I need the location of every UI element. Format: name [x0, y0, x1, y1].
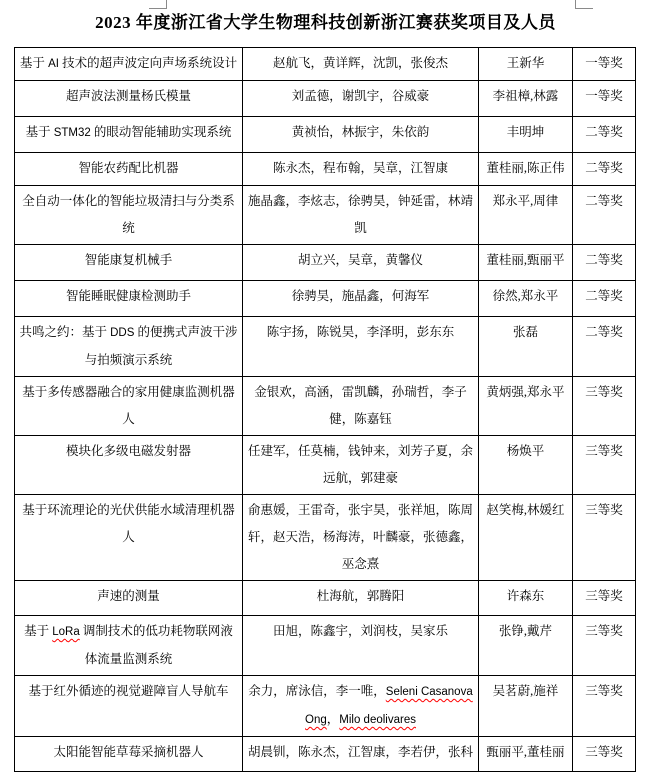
- project-cell: 超声波法测量杨氏模量: [15, 81, 243, 117]
- page-boundary-mark-right: [575, 0, 593, 9]
- members-cell: 黄祯怡，林振宇，朱依韵: [243, 117, 479, 153]
- project-cell: 太阳能智能草莓采摘机器人: [15, 737, 243, 772]
- advisors-cell: 徐然,郑永平: [479, 281, 573, 317]
- members-cell: 金银欢，高涵，雷凯麟，孙瑞哲，李子健，陈嘉钰: [243, 377, 479, 436]
- advisors-cell: 许森东: [479, 581, 573, 616]
- table-row: [15, 245, 636, 281]
- project-cell: 基于 AI 技术的超声波定向声场系统设计: [15, 48, 243, 81]
- table-row: [15, 436, 636, 495]
- award-cell: 三等奖: [573, 436, 636, 495]
- project-cell: 基于红外循迹的视觉避障盲人导航车: [15, 676, 243, 737]
- project-cell: 基于环流理论的光伏供能水域清理机器人: [15, 495, 243, 581]
- project-cell: 全自动一体化的智能垃圾清扫与分类系统: [15, 186, 243, 245]
- table-row: [15, 48, 636, 81]
- members-cell: 陈宇扬，陈锐昊，李泽明，彭东东: [243, 317, 479, 377]
- advisors-cell: 张磊: [479, 317, 573, 377]
- project-cell: 模块化多级电磁发射器: [15, 436, 243, 495]
- members-cell: 田旭，陈鑫宇，刘润枝，吴家乐: [243, 616, 479, 676]
- award-cell: 三等奖: [573, 581, 636, 616]
- advisors-cell: 杨焕平: [479, 436, 573, 495]
- award-cell: 三等奖: [573, 676, 636, 737]
- project-cell: 智能农药配比机器: [15, 153, 243, 186]
- award-cell: 三等奖: [573, 495, 636, 581]
- project-cell: 智能睡眠健康检测助手: [15, 281, 243, 317]
- table-row: [15, 495, 636, 581]
- members-cell: 杜海航，郭腾阳: [243, 581, 479, 616]
- table-row: [15, 317, 636, 377]
- table-row: [15, 81, 636, 117]
- members-cell: 胡立兴，吴章，黄馨仪: [243, 245, 479, 281]
- project-cell: 基于多传感器融合的家用健康监测机器人: [15, 377, 243, 436]
- table-row: [15, 377, 636, 436]
- project-cell: 基于 LoRa 调制技术的低功耗物联网液体流量监测系统: [15, 616, 243, 676]
- award-cell: 二等奖: [573, 186, 636, 245]
- members-cell: 赵航飞，黄详辉，沈凯，张俊杰: [243, 48, 479, 81]
- members-cell: 俞惠媛，王雷奇，张宇昊，张祥旭，陈周轩，赵天浩，杨海涛，叶麟豪，张德鑫，巫念熹: [243, 495, 479, 581]
- table-row: [15, 581, 636, 616]
- project-cell: 声速的测量: [15, 581, 243, 616]
- award-cell: 二等奖: [573, 117, 636, 153]
- award-cell: 二等奖: [573, 153, 636, 186]
- page-boundary-mark-left: [149, 0, 167, 9]
- advisors-cell: 甄丽平,董桂丽: [479, 737, 573, 772]
- members-cell: 胡晨钏，陈永杰，江智康，李若伊，张科: [243, 737, 479, 772]
- table-row: [15, 117, 636, 153]
- table-row: [15, 737, 636, 772]
- advisors-cell: 郑永平,周律: [479, 186, 573, 245]
- advisors-cell: 王新华: [479, 48, 573, 81]
- award-cell: 二等奖: [573, 317, 636, 377]
- advisors-cell: 李祖樟,林露: [479, 81, 573, 117]
- members-cell: 余力，席泳信，李一唯，Seleni Casanova Ong，Milo deolivares: [243, 676, 479, 737]
- table-row: [15, 616, 636, 676]
- advisors-cell: 丰明坤: [479, 117, 573, 153]
- advisors-cell: 黄炳强,郑永平: [479, 377, 573, 436]
- award-cell: 三等奖: [573, 737, 636, 772]
- project-cell: 智能康复机械手: [15, 245, 243, 281]
- members-cell: 施晶鑫，李炫志，徐骋昊，钟延雷，林靖凯: [243, 186, 479, 245]
- awards-table: [14, 47, 636, 772]
- table-row: [15, 153, 636, 186]
- advisors-cell: 董桂丽,陈正伟: [479, 153, 573, 186]
- table-row: [15, 186, 636, 245]
- members-cell: 徐骋昊，施晶鑫，何海军: [243, 281, 479, 317]
- members-cell: 陈永杰，程布翰，吴章，江智康: [243, 153, 479, 186]
- table-row: [15, 281, 636, 317]
- award-cell: 三等奖: [573, 377, 636, 436]
- award-cell: 三等奖: [573, 616, 636, 676]
- project-cell: 基于 STM32 的眼动智能辅助实现系统: [15, 117, 243, 153]
- members-cell: 任建军，任莫楠，钱钟来，刘芳子夏，余远航，郭建豪: [243, 436, 479, 495]
- award-cell: 二等奖: [573, 245, 636, 281]
- award-cell: 一等奖: [573, 81, 636, 117]
- project-cell: 共鸣之约：基于 DDS 的便携式声波干涉与拍频演示系统: [15, 317, 243, 377]
- document-title: 2023 年度浙江省大学生物理科技创新浙江赛获奖项目及人员: [95, 13, 556, 32]
- advisors-cell: 董桂丽,甄丽平: [479, 245, 573, 281]
- advisors-cell: 赵笑梅,林媛红: [479, 495, 573, 581]
- award-cell: 二等奖: [573, 281, 636, 317]
- advisors-cell: 张铮,戴芹: [479, 616, 573, 676]
- members-cell: 刘孟德，谢凯宇，谷威豪: [243, 81, 479, 117]
- award-cell: 一等奖: [573, 48, 636, 81]
- table-row: [15, 676, 636, 737]
- advisors-cell: 吴茗蔚,施祥: [479, 676, 573, 737]
